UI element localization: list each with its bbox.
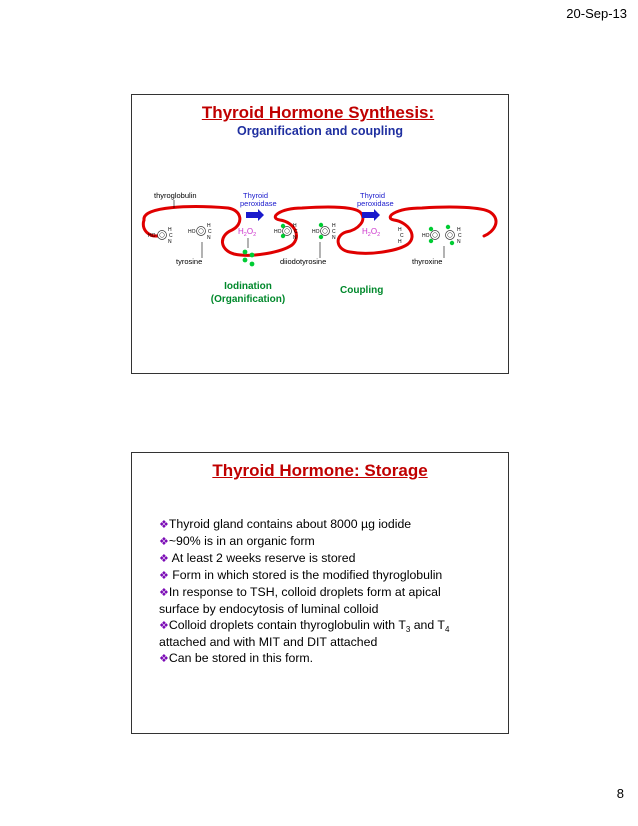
svg-text:H: H	[332, 223, 336, 229]
label-thyroid-2: Thyroid	[360, 191, 386, 200]
svg-text:C: C	[458, 233, 462, 239]
list-item: ❖~90% is in an organic form	[159, 534, 315, 548]
header-date: 20-Sep-13	[566, 6, 627, 21]
list-item: ❖ At least 2 weeks reserve is stored	[159, 551, 356, 565]
page-number: 8	[616, 786, 624, 801]
enzyme-arrow-2	[362, 209, 380, 221]
svg-text:H: H	[168, 227, 172, 233]
label-thyroxine: thyroxine	[412, 257, 443, 266]
bullet-icon: ❖	[159, 519, 169, 531]
label-diiodotyrosine: diiodotyrosine	[280, 257, 327, 266]
slide-title: Thyroid Hormone Synthesis:	[201, 103, 435, 122]
slide-title: Thyroid Hormone: Storage	[212, 461, 428, 480]
bullet-icon: ❖	[159, 620, 169, 632]
list-item: ❖Colloid droplets contain thyroglobulin with $T_3$ and $T_4$ attached and with MIT and DIT attached	[159, 618, 450, 649]
svg-text:HO: HO	[148, 233, 156, 239]
diiodotyrosine-molecule	[274, 223, 336, 241]
svg-text:HO: HO	[274, 229, 282, 235]
svg-text:C: C	[332, 229, 336, 235]
svg-text:H: H	[457, 227, 461, 233]
label-peroxidase-2: peroxidase	[357, 199, 394, 208]
coupling-label: Coupling	[340, 285, 384, 296]
synthesis-diagram	[132, 190, 508, 275]
list-item: ❖ Form in which stored is the modified thyroglobulin	[159, 568, 443, 582]
svg-text:N: N	[293, 235, 297, 241]
label-thyroglobulin: thyroglobulin	[154, 191, 197, 200]
free-iodine-dots	[243, 250, 255, 267]
list-item: ❖In response to TSH, colloid droplets form at apical surface by endocytosis of luminal colloid	[159, 585, 441, 616]
slide-synthesis	[131, 94, 509, 374]
svg-text:C: C	[294, 229, 298, 235]
svg-text:HO: HO	[422, 233, 430, 239]
svg-text:HO: HO	[312, 229, 320, 235]
svg-text:C: C	[400, 233, 404, 239]
svg-text:HO: HO	[188, 229, 196, 235]
svg-text:C: C	[208, 229, 212, 235]
label-thyroid-1: Thyroid	[243, 191, 269, 200]
bullet-icon: ❖	[159, 536, 169, 548]
bullet-list	[159, 516, 500, 667]
bullet-icon: ❖	[159, 587, 169, 599]
svg-text:H: H	[398, 239, 402, 245]
svg-text:C: C	[169, 233, 173, 239]
tyrosine-molecule	[148, 223, 212, 245]
slide-subtitle: Organification and coupling	[237, 124, 403, 138]
svg-text:N: N	[207, 235, 211, 241]
label-tyrosine: tyrosine	[176, 257, 203, 266]
list-item: ❖Can be stored in this form.	[159, 651, 314, 665]
bullet-icon: ❖	[159, 570, 169, 582]
bullet-icon: ❖	[159, 553, 169, 565]
svg-text:H: H	[398, 227, 402, 233]
svg-text:H: H	[207, 223, 211, 229]
h2o2-label-2: $H_2O_2$	[362, 227, 381, 238]
list-item: ❖Thyroid gland contains about 8000 µg iodide	[159, 517, 412, 531]
svg-text:H: H	[293, 223, 297, 229]
svg-text:N: N	[332, 235, 336, 241]
enzyme-arrow-1	[246, 209, 264, 221]
label-peroxidase-1: peroxidase	[240, 199, 277, 208]
iodination-label: Iodination (Organification)	[210, 281, 286, 305]
svg-text:N: N	[457, 239, 461, 245]
slide-storage	[131, 452, 509, 734]
svg-text:N: N	[168, 239, 172, 245]
h2o2-label-1: $H_2O_2$	[238, 227, 257, 238]
bullet-icon: ❖	[159, 653, 169, 665]
